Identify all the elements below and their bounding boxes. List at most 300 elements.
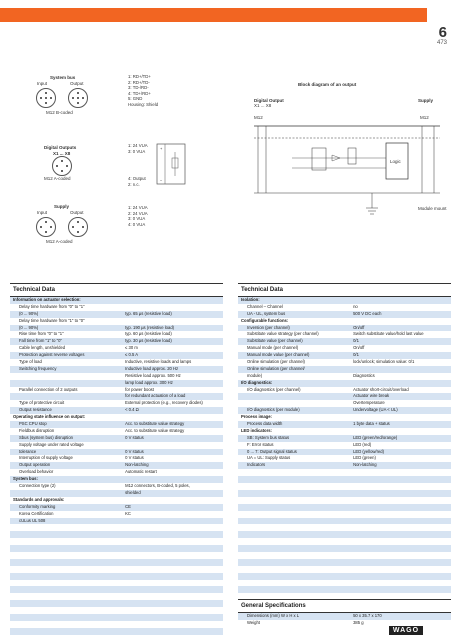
pin-item: 3: 0 VUA — [128, 216, 146, 222]
table-row — [10, 580, 223, 587]
row-value: CE — [125, 503, 131, 509]
row-value — [350, 580, 451, 587]
pin-item: Housing: Shield — [128, 101, 159, 107]
table-row — [238, 504, 451, 511]
row-key: Korea Certification — [19, 510, 54, 516]
table-row — [238, 545, 451, 552]
tech-data-left-rows — [10, 297, 223, 635]
supply-title: Supply — [54, 204, 70, 209]
row-key: (0 ... 90%) — [19, 310, 39, 316]
row-value — [122, 628, 223, 635]
output-circuit-icon — [155, 140, 189, 190]
row-key — [238, 483, 350, 490]
row-value: KC — [125, 510, 131, 516]
table-row — [238, 311, 451, 318]
row-value — [122, 573, 223, 580]
row-key — [238, 566, 350, 573]
row-value: Inductive load approx. 20 Hz — [125, 365, 179, 371]
row-value — [350, 490, 451, 497]
row-key: Rise time from "0" to "1" — [19, 331, 64, 337]
row-value — [122, 566, 223, 573]
row-key — [238, 573, 350, 580]
table-row — [238, 380, 451, 387]
row-key — [10, 393, 125, 400]
row-key — [10, 373, 125, 380]
table-row — [238, 613, 451, 620]
table-row — [238, 297, 451, 304]
row-key: I/O diagnostics (per channel) — [247, 386, 301, 392]
row-key: module) — [247, 372, 263, 378]
table-row — [238, 345, 451, 352]
row-key: Interruption of supply voltage — [19, 455, 73, 461]
pin-item: 3: 0 VUA — [128, 148, 146, 154]
pin-item: 4: TD+/RD+ — [128, 90, 151, 96]
row-value: lamp load approx. 300 Hz — [125, 379, 173, 385]
table-row — [238, 497, 451, 504]
row-key: 0 ... 7: Output signal status — [247, 448, 297, 454]
panel-title: Technical Data — [238, 283, 451, 297]
row-value — [122, 497, 223, 504]
table-row — [10, 462, 223, 469]
row-key: Protection against reverse voltages — [19, 352, 85, 358]
tech-data-right — [238, 283, 451, 600]
table-row — [10, 428, 223, 435]
table-row — [10, 573, 223, 580]
pin-item: 1: 24 VUA — [128, 205, 148, 210]
row-value — [122, 593, 223, 600]
table-row — [10, 559, 223, 566]
row-value: Acc. to substitute value strategy — [125, 421, 185, 427]
table-row — [10, 449, 223, 456]
table-row — [238, 331, 451, 338]
row-value: On/off — [353, 324, 365, 330]
table-row — [10, 407, 223, 414]
row-key: LED indicators: — [241, 427, 272, 433]
row-value — [350, 559, 451, 566]
table-row — [10, 359, 223, 366]
table-row — [10, 490, 223, 497]
block-diagram-title: Block diagram of an output — [298, 82, 357, 87]
system-bus-output-connector-icon — [68, 88, 88, 108]
table-row — [10, 331, 223, 338]
digital-outputs-title: Digital Outputs — [44, 145, 77, 150]
row-key: Output operation — [19, 462, 51, 468]
logic-label: Logic — [390, 159, 401, 164]
row-value — [122, 297, 223, 304]
table-row — [238, 421, 451, 428]
row-key: Standards and approvals: — [13, 496, 65, 502]
row-value: for redundant actuation of a load — [125, 393, 186, 399]
row-value — [350, 318, 451, 325]
row-key: Process data width — [247, 421, 283, 427]
page-number: 473 — [436, 40, 447, 46]
row-value: LED (red) — [353, 441, 372, 447]
row-value — [350, 511, 451, 518]
table-row — [10, 345, 223, 352]
table-row — [10, 538, 223, 545]
row-value — [122, 614, 223, 621]
tech-data-left — [10, 283, 223, 635]
table-row — [238, 538, 451, 545]
row-key: cULus UL 508 — [19, 517, 46, 523]
table-row — [10, 435, 223, 442]
row-value: Actuator short-circuit/overload — [353, 386, 409, 392]
table-row — [238, 428, 451, 435]
row-key: Fall time from "1" to "0" — [19, 338, 62, 344]
table-row — [238, 455, 451, 462]
row-key — [10, 538, 122, 545]
row-value: Switch substitute value/hold last value — [353, 331, 424, 337]
row-value: lock/unlock; simulation value: 0/1 — [353, 359, 415, 365]
row-value: < 0.4 Ω — [125, 407, 139, 413]
row-key: Connection type (2) — [19, 483, 56, 489]
table-row — [238, 552, 451, 559]
row-value — [122, 621, 223, 628]
table-row — [238, 442, 451, 449]
table-row — [238, 511, 451, 518]
row-key: Fieldbus disruption — [19, 427, 55, 433]
row-value — [350, 476, 451, 483]
row-key: Operating state influence on output: — [13, 414, 86, 420]
svg-text:−: − — [160, 178, 163, 183]
row-value — [350, 518, 451, 525]
row-value — [122, 524, 223, 531]
row-key: Switching frequency — [19, 365, 57, 371]
table-row — [10, 593, 223, 600]
supply-output-connector-icon — [68, 217, 88, 237]
row-value: 0/1 — [353, 352, 359, 358]
row-key: Dimensions (mm) W x H x L — [247, 613, 300, 618]
table-row — [10, 380, 223, 387]
row-key: F: Error status — [247, 441, 274, 447]
table-row — [10, 566, 223, 573]
general-specifications — [238, 599, 451, 627]
table-row — [238, 449, 451, 456]
table-row — [238, 490, 451, 497]
supply-label: Supply — [418, 98, 434, 103]
row-value — [350, 504, 451, 511]
row-value — [122, 531, 223, 538]
chapter-number: 6 — [438, 24, 447, 41]
row-value — [350, 566, 451, 573]
digital-outputs-subtitle: X1 ... X8 — [53, 151, 71, 156]
header-tab — [427, 8, 453, 22]
row-key — [10, 593, 122, 600]
row-value: 1 byte data + status — [353, 421, 390, 427]
row-key — [238, 531, 350, 538]
row-value — [122, 476, 223, 483]
row-value: 500 V DC each — [353, 310, 382, 316]
row-key — [238, 545, 350, 552]
table-row — [10, 318, 223, 325]
row-value: shielded — [125, 489, 141, 495]
row-key — [10, 607, 122, 614]
table-row — [238, 373, 451, 380]
row-key: Overload behavior — [19, 469, 54, 475]
row-value: Actuator wire break — [353, 393, 390, 399]
table-row — [238, 393, 451, 400]
row-value: Inductive, resistive loads and lamps — [125, 359, 192, 365]
table-row — [10, 476, 223, 483]
row-value — [125, 518, 223, 525]
general-specs-title: General Specifications — [238, 599, 451, 613]
row-key — [238, 393, 353, 400]
row-key — [10, 586, 122, 593]
row-key: Weight — [247, 619, 260, 625]
supply-input-connector-icon — [36, 217, 56, 237]
row-value: Resistive load approx. 500 Hz — [125, 372, 181, 378]
row-value — [350, 483, 451, 490]
row-key: tolerance — [19, 448, 37, 454]
row-key — [10, 580, 122, 587]
row-value — [350, 297, 451, 304]
row-key — [238, 476, 350, 483]
row-value: 0 V status — [125, 434, 144, 440]
row-value: LED (yellow/red) — [353, 448, 385, 454]
x-range-label: X1 ... X8 — [254, 103, 272, 108]
row-key: PSC CPU stop — [19, 421, 47, 427]
row-key — [238, 538, 350, 545]
row-key: Substitute value (per channel) — [247, 338, 303, 344]
row-key: Output resistance — [19, 407, 52, 413]
row-key — [238, 490, 350, 497]
row-key: Manual mode value (per channel) — [247, 352, 310, 358]
row-key — [10, 573, 122, 580]
row-key — [238, 524, 350, 531]
m12-right-label: M12 — [420, 115, 429, 120]
row-key — [238, 580, 350, 587]
row-value — [350, 380, 451, 387]
row-key: Configurable functions: — [241, 317, 289, 323]
row-key: Parallel connection of 2 outputs — [19, 386, 78, 392]
pin-item: 2: n.c. — [128, 181, 140, 187]
row-value: M12 connectors, B-coded, 5 poles, — [125, 483, 190, 489]
row-key — [238, 504, 350, 511]
row-key: Delay time hardware from "0" to "1" — [19, 303, 85, 309]
table-row — [238, 338, 451, 345]
row-value — [350, 497, 451, 504]
row-key: Channel – Channel — [247, 303, 283, 309]
pin-item: 1: RD+/TD+ — [128, 74, 151, 79]
table-row — [10, 442, 223, 449]
table-row — [10, 497, 223, 504]
table-row — [10, 552, 223, 559]
row-value: Overtemperature — [353, 400, 385, 406]
row-value: 0/1 — [353, 338, 359, 344]
table-row — [238, 304, 451, 311]
row-key — [238, 586, 350, 593]
pin-item: 2: 24 VUA — [128, 210, 148, 216]
row-key — [10, 380, 125, 387]
row-key: I/O diagnostics (per module) — [247, 407, 300, 413]
row-value: Acc. to substitute value strategy — [125, 427, 185, 433]
row-key — [10, 531, 122, 538]
table-row — [238, 483, 451, 490]
row-value: External protection (e.g., recovery diodes) — [125, 400, 203, 406]
row-value — [350, 538, 451, 545]
row-key: Information on actuator selection: — [13, 297, 81, 302]
table-row — [10, 297, 223, 304]
row-key: Isolation: — [241, 297, 260, 302]
row-key — [10, 621, 122, 628]
row-value — [350, 524, 451, 531]
table-row — [238, 524, 451, 531]
row-value: typ. 65 µs (resistive load) — [125, 310, 172, 316]
row-key — [10, 559, 122, 566]
row-value: typ. 190 µs (resistive load) — [125, 324, 175, 330]
supply-input-label: Input — [37, 210, 48, 215]
table-row — [10, 393, 223, 400]
row-value: 50 x 35.7 x 170 — [353, 613, 382, 618]
row-key — [10, 566, 122, 573]
row-key — [238, 469, 350, 476]
row-key: Indicators — [247, 462, 266, 468]
row-key: UA - UL, system bus — [247, 310, 286, 316]
row-value: Undervoltage (UA < UL) — [353, 407, 398, 413]
pin-item: 4: Output — [128, 176, 146, 181]
row-value — [350, 586, 451, 593]
table-row — [10, 586, 223, 593]
table-row — [10, 325, 223, 332]
row-value — [125, 318, 223, 325]
row-value — [125, 304, 223, 311]
digital-output-label: Digital Output — [254, 98, 284, 103]
table-row — [238, 387, 451, 394]
table-row — [238, 318, 451, 325]
tech-data-right-rows — [238, 297, 451, 600]
module-mount-label: Module mount — [418, 206, 447, 211]
row-value — [122, 607, 223, 614]
row-value: 385 g — [353, 619, 364, 625]
row-value — [350, 414, 451, 421]
row-key — [238, 511, 350, 518]
table-row — [10, 373, 223, 380]
row-value — [122, 559, 223, 566]
table-row — [238, 476, 451, 483]
row-key: (0 ... 90%) — [19, 324, 39, 330]
row-value: 0 V status — [125, 448, 144, 454]
table-row — [238, 435, 451, 442]
row-key — [238, 518, 350, 525]
row-key: Conformity marking — [19, 503, 56, 509]
pin-item: 1: 24 VUA — [128, 143, 148, 148]
row-value — [122, 414, 223, 421]
row-key — [10, 552, 122, 559]
system-bus-caption: M12 B-coded — [46, 110, 73, 115]
row-value — [122, 552, 223, 559]
row-value: Non-latching — [125, 462, 149, 468]
table-row — [238, 462, 451, 469]
row-value: ≤ 30 m — [125, 345, 138, 351]
row-key: Process image: — [241, 414, 272, 420]
row-key: Cable length, unshielded — [19, 345, 66, 351]
table-row — [238, 580, 451, 587]
table-row — [238, 366, 451, 373]
table-row — [10, 531, 223, 538]
table-row — [238, 586, 451, 593]
pin-item: 4: 0 VUA — [128, 221, 146, 227]
table-row — [238, 518, 451, 525]
row-value — [350, 552, 451, 559]
table-row — [238, 352, 451, 359]
system-bus-pin-list — [128, 74, 158, 108]
row-value: LED (green/red/orange) — [353, 434, 398, 440]
table-row — [10, 352, 223, 359]
table-row — [238, 400, 451, 407]
table-row — [10, 338, 223, 345]
row-value — [122, 538, 223, 545]
table-row — [10, 455, 223, 462]
row-value: ≤ 0.5 A — [125, 352, 139, 358]
row-key — [10, 628, 122, 635]
table-row — [10, 524, 223, 531]
table-row — [238, 573, 451, 580]
system-bus-output-label: Output — [70, 81, 84, 86]
row-value — [350, 469, 451, 476]
table-row — [238, 531, 451, 538]
row-value: typ. 60 µs (resistive load) — [125, 331, 172, 337]
supply-pin-list — [128, 205, 148, 227]
table-row — [238, 559, 451, 566]
wago-logo: WAGO — [389, 626, 423, 635]
row-key: SB: System bus status — [247, 434, 290, 440]
supply-output-label: Output — [70, 210, 84, 215]
row-key: Supply voltage under rated voltage — [19, 441, 84, 447]
row-value — [353, 366, 451, 373]
row-key: Inversion (per channel) — [247, 324, 290, 330]
row-key: Delay time hardware from "1" to "0" — [19, 317, 85, 323]
row-value: Non-latching — [353, 462, 377, 468]
row-key: UA = UL: Supply status — [247, 455, 291, 461]
row-value — [122, 586, 223, 593]
pin-item: 5: GND — [128, 96, 143, 102]
table-row — [10, 483, 223, 490]
row-value — [350, 573, 451, 580]
row-key: Sbus (system bus) disruption — [19, 434, 73, 440]
table-row — [10, 311, 223, 318]
row-value — [350, 531, 451, 538]
row-key: I/O diagnostics: — [241, 379, 273, 385]
row-key: Online simulation (per channel) — [247, 359, 305, 365]
system-bus-input-label: Input — [37, 81, 48, 86]
row-key: Type of load — [19, 359, 42, 365]
panel-title: Technical Data — [10, 283, 223, 297]
row-key — [10, 600, 122, 607]
svg-text:+: + — [160, 146, 163, 151]
table-row — [238, 566, 451, 573]
table-row — [10, 414, 223, 421]
table-row — [10, 518, 223, 525]
system-bus-title: System bus — [50, 75, 76, 80]
table-row — [10, 600, 223, 607]
table-row — [10, 304, 223, 311]
table-row — [10, 614, 223, 621]
digital-outputs-pin-list-2 — [128, 176, 146, 187]
row-value — [122, 600, 223, 607]
table-row — [10, 607, 223, 614]
row-key: System bus: — [13, 476, 38, 482]
table-row — [10, 469, 223, 476]
system-bus-input-connector-icon — [36, 88, 56, 108]
row-value: Diagnostics — [353, 372, 375, 378]
row-key — [238, 497, 350, 504]
row-key: Type of protective circuit — [19, 400, 65, 406]
row-value: On/off — [353, 345, 365, 351]
row-value: Automatic restart — [125, 469, 157, 475]
row-value: for power boost — [125, 386, 154, 392]
table-row — [238, 325, 451, 332]
row-value — [125, 442, 223, 449]
